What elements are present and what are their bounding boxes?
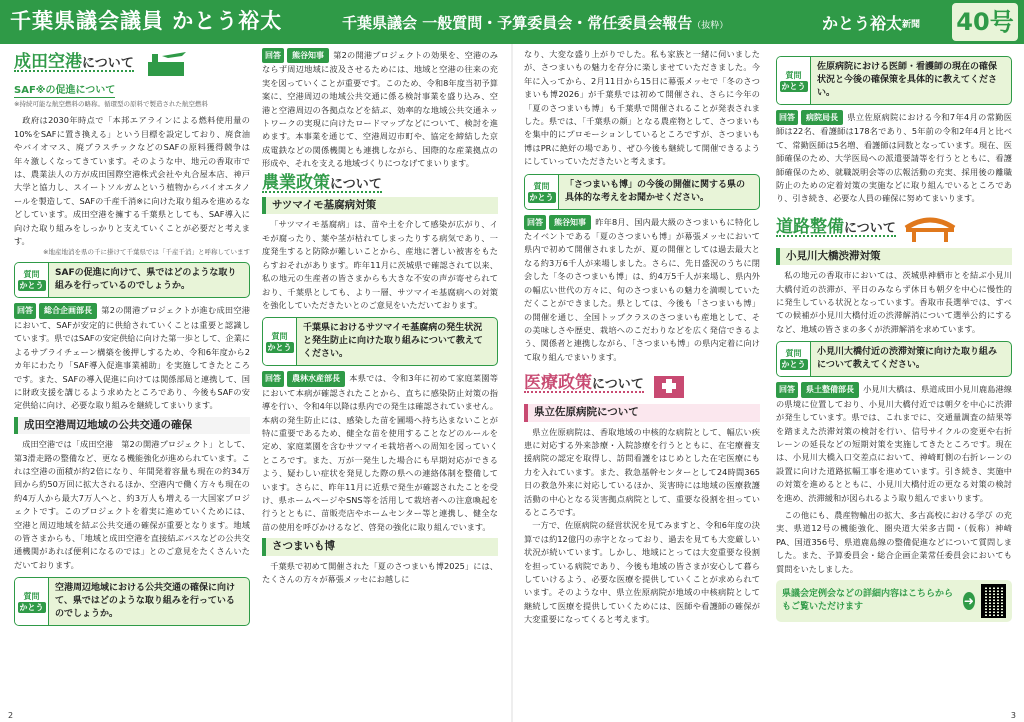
airplane-icon [142, 48, 190, 80]
header-title: 千葉県議会議員 かとう裕太 [10, 9, 283, 33]
more-info-text: 県議会定例会などの詳細内容はこちらからもご覧いただけます [782, 588, 954, 612]
answer: 回答 病院局長 県立佐原病院における今和7年4月の常勤医師は22名、看護師は178名であり、5年前の令和2年4月と比べて、常勤医師は5名増、看護師は同数となっています。現在、医師確保のため、大学医局への派遣要請等を行うとともに、看護師確保のため、就職説明会等の広報活動の充実、採用後の離職防止のための定着対策の実施などに取り組んでいるところであり、引き続き、必要な人員の確保に努めてまいります。 [776, 110, 1012, 206]
column-2 [262, 48, 498, 708]
question-box [14, 577, 250, 626]
subsection-title: 小見川大橋渋滞対策 [776, 248, 1012, 265]
subsection-title: さつまいも博 [262, 538, 498, 555]
paragraph: 県立佐原病院は、香取地域の中核的な病院として、幅広い疾患に対応する外来診療・入院診療を行うとともに、在宅療養支援病院の認定を取得し、訪問看護をはじめとした在宅医療にも力を入れています。また、救急基幹センターとして24時間365日の救急外来に対応しているほか、災害時には地域の医療救護活動の中心となる災害拠点病院として、重要な役割を担っているところです。 [524, 426, 760, 517]
question-tag: 質問 かとう [777, 342, 811, 376]
subsection-title: 成田空港周辺地域の公共交通の確保 [14, 417, 250, 434]
paragraph: 成田空港では「成田空港 第2の開港プロジェクト」として、第3滑走路の整備など、更なる機能強化が進められています。これは空港の面積が約2倍になり、年間発着容量も現在の約34万回から約50万回に拡大されるほか、空港内で働く方々も現在の約4万人から最大7万人へと、約3万人も増える一大国家プロジェクトです。このプロジェクトを着実に進めていくためには、空港と周辺地域を結ぶ公共交通の確保が重要となります。地域の皆さまからも、「地域と成田空港を直接結ぶバスなどの公共交通機関があれば便利になるのでは」とのご意見をたくさんいただいております。 [14, 439, 250, 570]
arrow-right-icon[interactable]: ➜ [963, 593, 974, 608]
answer: 回答 農林水産部長 本県では、令和3年に初めて家庭菜園等において本病が確認されたことから、直ちに感染防止対策の指導を行い、令和4年以降は県内での発生は確認されていません。本病の発生防止には、感染した苗を圃場へ持ち込まないことが特に重要であるため、健全な苗を使用することなどのルールを定め、家庭菜園を含むサツマイモ栽培者への周知を図っていくところです。また、万が一発生した場合にも早期対応ができるよう、疑わしい症状を発見した際の県への連絡体制を整備しています。さらに、昨年11月に近県で発生が確認されたことを受け、県ホームページやSNS等を活用して栽培者への注意喚起を行うとともに、苗販売店やホームセンター等と連携し、健全な苗の使用を呼びかけるなど、啓発の強化に取り組んでいます。 [262, 371, 498, 534]
subsection-title: 県立佐原病院について [524, 404, 760, 421]
column-4 [776, 48, 1012, 708]
section-roads [776, 214, 1012, 244]
qr-code-icon[interactable] [981, 584, 1006, 618]
question-box [776, 341, 1012, 377]
paragraph: なり、大変な盛り上がりでした。私も家族と一緒に伺いましたが、さつまいもの魅力を存分に楽しませていただきました。今年に入ってから、2月11日から15日に幕張メッセで「冬のさつまいも博2026」が千葉県では初めて開催され、さらに今年の「夏のさつまいも博」も千葉県で開催されることが発表されました。県では、「千葉県の顔」となる農産物として、さつまいもを集中的にプロモーションしているところですが、さつまいも博はPRに絶好の場であり、ぜひ今後も継続して開催できるようにしていっていただきたいと考えます。 [524, 49, 760, 167]
question-box [524, 174, 760, 210]
subsection-title: サツマイモ基腐病対策 [262, 197, 498, 214]
question-box [262, 317, 498, 366]
section-medical [524, 370, 760, 400]
page-number-right: 3 [1010, 711, 1016, 720]
more-info-box[interactable] [776, 580, 1012, 622]
section-agriculture [262, 172, 498, 193]
saf-subtitle: SAF※の促進について [14, 84, 115, 98]
section-title-agriculture: 農業政策について [262, 172, 382, 193]
local-note: ※地産地消を県の千に掛けて千葉県では「千産千消」と呼称しています [43, 248, 250, 257]
question-box [776, 56, 1012, 105]
saf-note: ※持続可能な航空燃料の略称。循環型の原料で製造された航空燃料 [14, 100, 208, 109]
answer: 回答 熊谷知事 第2の開港プロジェクトの効果を、空港のみならず周辺地域に波及させるためには、地域と空港の往来の充実を図っていくことが重要です。このため、令和8年度当初予算案に、空港周辺の地域公共交通に係る検討事業を盛り込み、空港と空港周辺の各拠点などを結ぶ、効率的な地域公共交通ネットワークの実現に向けたロードマップなどについて、検討を進めます。本事業を通じて、空港周辺市町や、協定を締結した京成電鉄などの関係機関とも連携しながら、国際的な産業拠点の形成や、それを支える地域づくりにつなげてまいります。 [262, 48, 498, 171]
question-tag: 質問 かとう [15, 578, 49, 625]
bridge-icon [904, 214, 956, 244]
question-tag: 質問 かとう [15, 263, 49, 297]
question-text: 千葉県におけるサツマイモ基腐病の発生状況と発生防止に向けた取り組みについて教えてください。 [303, 323, 483, 360]
answer: 回答 総合企画部長 第2の開港プロジェクトが進む成田空港において、SAFが安定的に供給されていくことは重要と認識しています。県ではSAFの安定供給に向けた第一歩として、企業によるサプライチェーン構築を後押しするため、令和6年度から2カ年にわたり「SAF導入促進事業補助」を実施してきたところです。また、SAFの導入促進に向けては関係部局と連携して、国に財政支援を講じるよう求めたところであり、今後もSAFの安定供給に向け、必要な取り組みを継続してまいります。 [14, 303, 250, 412]
section-title-airport: 成田空港について [14, 51, 134, 72]
paragraph: 私の地元の香取市においては、茨城県神栖市とを結ぶ小見川大橋付近の渋滞が、平日のみならず休日も朝夕を中心に慢性的に発生している状況となっています。香取市長選挙では、すべての候補が小見川大橋付近の渋滞解消について選挙公約にするなど、地域の皆さまの多くが渋滞解消を求めています。 [776, 270, 1012, 334]
hospital-icon [652, 370, 686, 400]
question-text: 空港周辺地域における公共交通の確保に向けて、県ではどのような取り組みを行っているのでしょうか。 [55, 583, 236, 620]
paragraph: この他にも、農産物輸出の拡大、多古高校における学び の充実、県道12号の機能強化、圏央道大栄多古間・（仮称）神崎PA、国道356号、県道鹿島線の整備促進などについて質問しました。また、予算委員会・総合企画企業常任委員会においても質問をいたしました。 [776, 509, 1012, 574]
section-airport [14, 48, 250, 80]
answer: 回答 熊谷知事 昨年8月、国内最大級のさつまいもに特化したイベントである「夏のさつまいも博」が幕張メッセにおいて県内で初めて開催されましたが、夏の開催としては過去最大となる約3万6千人が来場しました。さらに、先日盛況のうちに閉会した「冬のさつまいも博」は、約4万5千人が来場し、県内外の幅広い世代の方々に、旬のさつまいもの魅力を満喫していただくことができました。県としては、今後も「さつまいも博」の開催を通じ、全国トップクラスのさつまいも産地として、その美味しさや歴史、栽培へのこだわりなどを広く発信できるよう、関係者と連携しながら、「さつまいも博」の県内定着に向けて取り組んでまいります。 [524, 215, 760, 364]
header-bar [0, 0, 1024, 44]
paragraph: 千葉県で初めて開催された「夏のさつまいも博2025」には、たくさんの方々が幕張メッセにお越しに [262, 560, 498, 584]
question-text: 「さつまいも博」の今後の開催に関する県の具体的な考えをお聞かせください。 [565, 179, 746, 203]
page-fold [511, 44, 513, 722]
newspaper-name: かとう裕太新聞 [822, 14, 921, 33]
column-3 [524, 48, 760, 708]
issue-number: 40号 [952, 3, 1018, 41]
question-tag: 質問 かとう [777, 57, 811, 104]
question-text: 佐原病院における医師・看護師の現在の確保状況と今後の確保策を具体的に教えてください。 [817, 62, 998, 98]
paragraph: 一方で、佐原病院の経営状況を見てみますと、令和6年度の決算では約12億円の赤字となっており、過去を見ても大変厳しい状況が続いています。しかし、地域にとっては大変重要な役割を担っている病院であり、今後も地域の皆さまが安心して暮らしていけるよう、必要な医療を提供していくことが求められています。そのような中、県立佐原病院が地域の中核病院として継続して医療を提供していくためには、医師や看護師の確保が大変重要になってくると考えます。 [524, 520, 760, 625]
question-tag: 質問 かとう [263, 318, 297, 365]
question-tag: 質問 かとう [525, 175, 559, 209]
paragraph: 政府は2030年時点で「本邦エアラインによる燃料使用量の10%をSAFに置き換える」という目標を設定しており、廃食油やバイオマス、廃プラスチックなどのSAFの原料獲得競争は年々激しくなってきています。そのような中、地元の香取市では、農業法人の方が成田国際空港株式会社や丸合屋本店、神戸大学と協力し、スイートソルガムという植物からバイオエタノールを製造して、SAFの千産千消※に向けた取り組みを進めるなどしています。成田空港を擁する千葉県としても、SAF導入に向けた取り組みをしっかりと支えていくことが必要だと考えます。 [14, 115, 250, 247]
page-number-left: 2 [8, 711, 14, 720]
paragraph: 「サツマイモ基腐病」は、苗や土を介して感染が広がり、イモが腐ったり、葉や茎が枯れてしまったりする病気であり、一度発生すると防除が難しいことから、産地に著しい被害をもたらすおそれがあります。昨年11月に茨城県で確認されて以来、私の地元の生産者の皆さまからも大きな不安の声が寄せられており、千葉県としても、より一層、サツマイモ基腐病への対策を強化していただきたいとのご意見をいただいております。 [262, 219, 498, 310]
question-text: SAFの促進に向けて、県ではどのような取り組みを行っているのでしょうか。 [55, 268, 237, 292]
answer: 回答 県土整備部長 小見川大橋は、県道成田小見川鹿島港線の県境に位置しており、小見川大橋付近では朝夕を中心に渋滞が発生しています。県では、これまでに、交通量調査の結果等を踏まえた渋滞対策の検討を行い、信号サイクルの変更や右折レーンの延長などの短期対策を実施してきたところです。現在は、小見川大橋入口交差点において、神崎町側の右折レーンの設置に向けた道路拡幅工事を進めています。引き続き、実施中の対策を進めるとともに、小見川大橋付近の更なる対策の検討を進め、渋滞緩和が図られるよう取り組んでまいります。 [776, 382, 1012, 505]
question-box [14, 262, 250, 298]
question-text: 小見川大橋付近の渋滞対策に向けた取り組みについて教えてください。 [817, 347, 998, 371]
section-title-roads: 道路整備について [776, 216, 896, 237]
header-subtitle: 千葉県議会 一般質問・予算委員会・常任委員会報告（抜粋） [342, 14, 729, 32]
section-title-medical: 医療政策について [524, 372, 644, 393]
column-1 [14, 48, 250, 708]
